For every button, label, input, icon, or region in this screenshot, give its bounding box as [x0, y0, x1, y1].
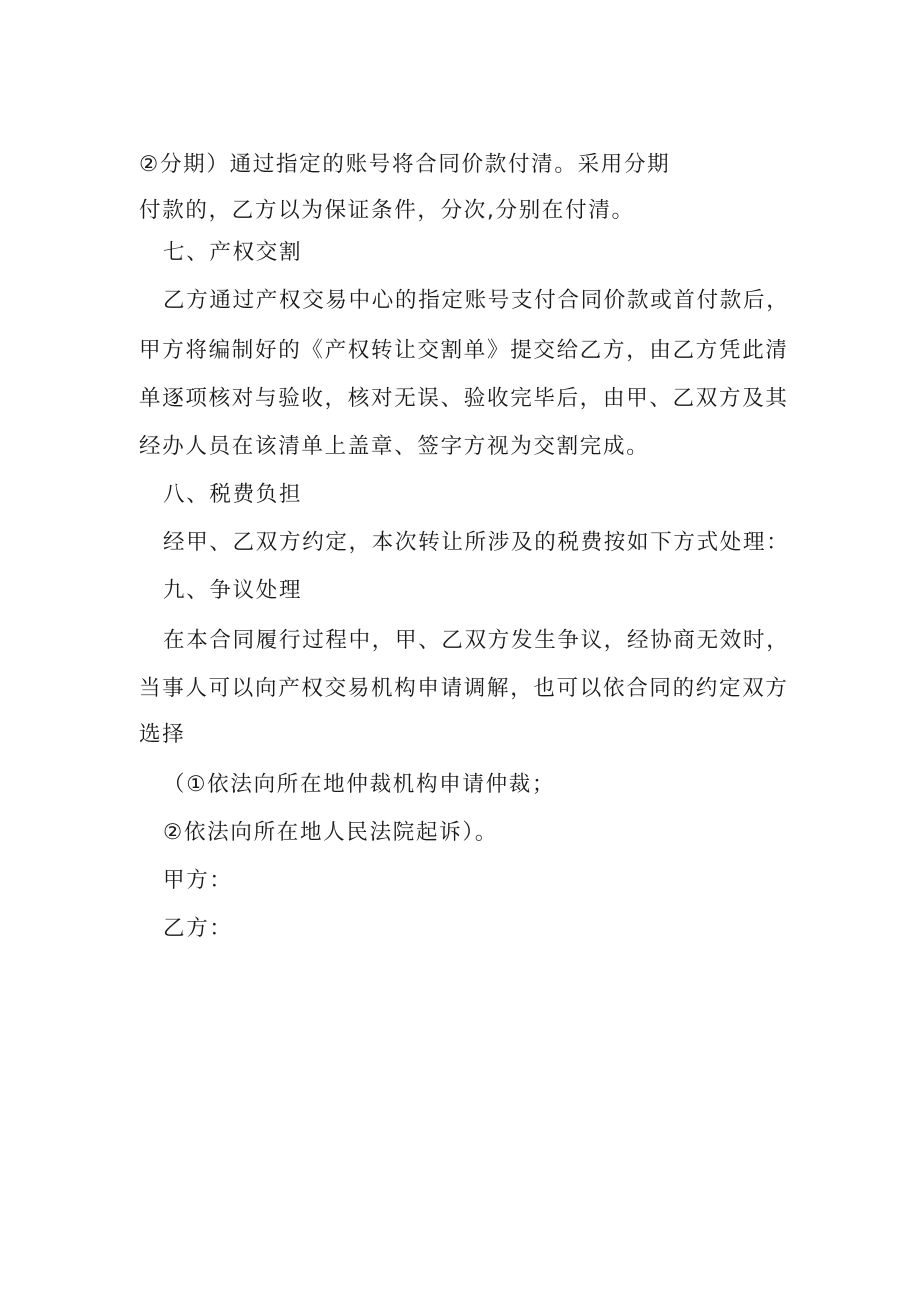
- section-heading-dispute-resolution: 九、争议处理: [163, 578, 303, 603]
- section-heading-tax-burden: 八、税费负担: [163, 482, 303, 507]
- dispute-paragraph-line-1: 在本合同履行过程中，甲、乙双方发生争议，经协商无效时，: [163, 628, 790, 653]
- party-a-signature-label: 甲方：: [163, 868, 233, 893]
- handover-paragraph-line-3: 单逐项核对与验收，核对无误、验收完毕后，由甲、乙双方及其: [139, 386, 789, 411]
- payment-clause-line-2: 付款的，乙方以为保证条件，分次,分别在付清。: [139, 198, 635, 223]
- dispute-option-litigation: ②依法向所在地人民法院起诉）。: [163, 820, 499, 845]
- handover-paragraph-line-4: 经办人员在该清单上盖章、签字方视为交割完成。: [139, 434, 650, 459]
- party-b-signature-label: 乙方：: [163, 916, 233, 941]
- payment-clause-line-1: ②分期）通过指定的账号将合同价款付清。采用分期: [139, 152, 671, 177]
- dispute-paragraph-line-2: 当事人可以向产权交易机构申请调解，也可以依合同的约定双方: [139, 676, 789, 701]
- tax-paragraph: 经甲、乙双方约定，本次转让所涉及的税费按如下方式处理：: [163, 530, 790, 555]
- dispute-option-arbitration: （①依法向所在地仲裁机构申请仲裁；: [163, 772, 556, 797]
- handover-paragraph-line-2: 甲方将编制好的《产权转让交割单》提交给乙方，由乙方凭此清: [139, 338, 789, 363]
- section-heading-property-handover: 七、产权交割: [163, 240, 303, 265]
- handover-paragraph-line-1: 乙方通过产权交易中心的指定账号支付合同价款或首付款后，: [163, 288, 790, 313]
- dispute-paragraph-line-3: 选择: [139, 722, 186, 747]
